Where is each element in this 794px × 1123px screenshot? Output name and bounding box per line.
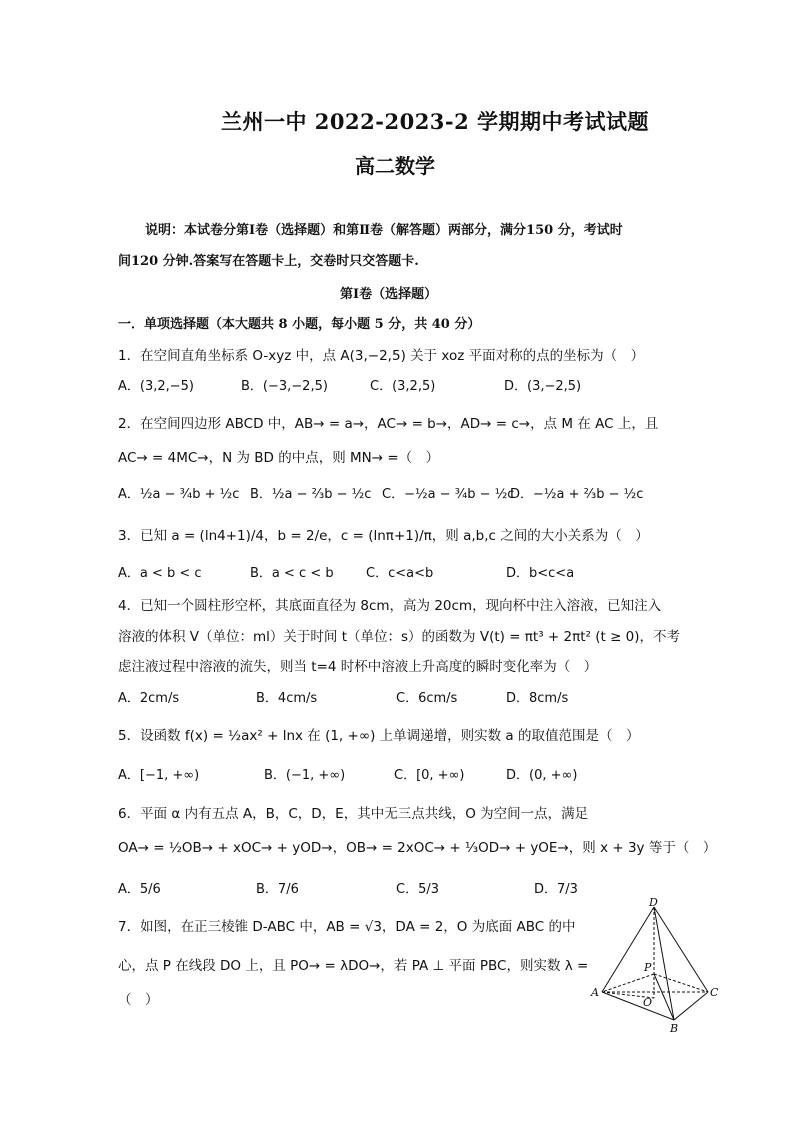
question-3-option-b: B．a < c < b bbox=[250, 566, 334, 581]
label-a: A bbox=[591, 986, 599, 999]
segment-pa-hidden bbox=[602, 974, 654, 992]
pyramid-figure bbox=[588, 898, 726, 1036]
question-5-option-d: D．(0, +∞) bbox=[506, 768, 578, 783]
question-1-option-c: C．(3,2,5) bbox=[370, 379, 436, 394]
edge-da bbox=[602, 907, 654, 992]
edge-dc bbox=[654, 907, 708, 992]
label-b: B bbox=[670, 1022, 679, 1035]
exam-title: 兰州一中 2022-2023-2 学期期中考试试题 bbox=[221, 109, 650, 134]
part-title: 第Ⅰ卷（选择题） bbox=[340, 287, 438, 302]
instructions-line-1: 说明：本试卷分第Ⅰ卷（选择题）和第Ⅱ卷（解答题）两部分，满分150 分，考试时 bbox=[145, 223, 623, 238]
question-3-option-d: D．b<c<a bbox=[506, 566, 575, 581]
question-2-option-c: C．−½a − ¾b − ½c bbox=[382, 487, 515, 502]
question-6-option-c: C．5/3 bbox=[396, 882, 439, 897]
question-4-stem-line-1: 4．已知一个圆柱形空杯，其底面直径为 8cm，高为 20cm，现向杯中注入溶液，已知注入 bbox=[118, 598, 662, 614]
question-2-stem-line-1: 2．在空间四边形 ABCD 中，AB→ = a→，AC→ = b→，AD→ = c→，点 M 在 AC 上，且 bbox=[118, 416, 659, 432]
instructions-line-2: 间120 分钟.答案写在答题卡上，交卷时只交答题卡. bbox=[118, 254, 419, 269]
question-5-stem: 5．设函数 f(x) = ½ax² + lnx 在 (1, +∞) 上单调递增，则实数 a 的取值范围是（ ） bbox=[118, 728, 640, 744]
question-1-stem: 1．在空间直角坐标系 O-xyz 中，点 A(3,−2,5) 关于 xoz 平面对称的点的坐标为（ ） bbox=[118, 348, 645, 364]
question-6-option-a: A．5/6 bbox=[118, 882, 161, 897]
question-2-option-d: D．−½a + ⅔b − ½c bbox=[510, 487, 644, 502]
question-4-stem-line-3: 虑注液过程中溶液的流失，则当 t=4 时杯中溶液上升高度的瞬时变化率为（ ） bbox=[118, 659, 598, 675]
question-1-option-a: A．(3,2,−5) bbox=[118, 379, 195, 394]
edge-db bbox=[654, 907, 674, 1020]
question-2-option-a: A．½a − ¾b + ½c bbox=[118, 487, 240, 502]
question-1-option-b: B．(−3,−2,5) bbox=[241, 379, 328, 394]
question-7-stem-line-1: 7．如图，在正三棱锥 D-ABC 中，AB = √3，DA = 2，O 为底面 ABC 的中 bbox=[118, 919, 576, 935]
section-title: 一．单项选择题（本大题共 8 小题，每小题 5 分，共 40 分） bbox=[118, 317, 481, 332]
question-3-stem: 3．已知 a = (ln4+1)/4，b = 2/e，c = (lnπ+1)/π，则 a,b,c 之间的大小关系为（ ） bbox=[118, 528, 649, 544]
segment-pc-hidden bbox=[654, 974, 708, 992]
question-4-stem-line-2: 溶液的体积 V（单位：ml）关于时间 t（单位：s）的函数为 V(t) = πt³ + 2πt² (t ≥ 0)，不考 bbox=[118, 629, 681, 645]
question-5-option-b: B．(−1, +∞) bbox=[264, 768, 346, 783]
question-6-option-d: D．7/3 bbox=[534, 882, 578, 897]
label-d: D bbox=[649, 898, 658, 909]
edge-bc bbox=[674, 992, 708, 1020]
label-o: O bbox=[643, 996, 653, 1009]
question-3-option-c: C．c<a<b bbox=[366, 566, 434, 581]
question-7-stem-line-3: （ ） bbox=[118, 992, 159, 1008]
question-4-option-d: D．8cm/s bbox=[506, 691, 569, 706]
question-6-option-b: B．7/6 bbox=[256, 882, 299, 897]
question-4-option-a: A．2cm/s bbox=[118, 691, 180, 706]
question-4-option-b: B．4cm/s bbox=[256, 691, 318, 706]
label-p: P bbox=[644, 961, 652, 974]
question-2-stem-line-2: AC→ = 4MC→，N 为 BD 的中点，则 MN→ =（ ） bbox=[118, 450, 440, 466]
label-c: C bbox=[710, 986, 719, 999]
question-5-option-c: C．[0, +∞) bbox=[394, 768, 465, 783]
question-1-option-d: D．(3,−2,5) bbox=[504, 379, 582, 394]
question-4-option-c: C．6cm/s bbox=[396, 691, 458, 706]
exam-subtitle: 高二数学 bbox=[355, 154, 435, 178]
question-6-stem-line-2: OA→ = ½OB→ + xOC→ + yOD→，OB→ = 2xOC→ + ⅓OD→ + yOE→，则 x + 3y 等于（ ） bbox=[118, 840, 717, 856]
question-3-option-a: A．a < b < c bbox=[118, 566, 202, 581]
question-7-stem-line-2: 心，点 P 在线段 DO 上，且 PO→ = λDO→，若 PA ⊥ 平面 PBC，则实数 λ = bbox=[118, 958, 589, 974]
question-6-stem-line-1: 6．平面 α 内有五点 A，B，C，D，E，其中无三点共线，O 为空间一点，满足 bbox=[118, 806, 589, 822]
question-2-option-b: B．½a − ⅔b − ½c bbox=[250, 487, 372, 502]
question-5-option-a: A．[−1, +∞) bbox=[118, 768, 200, 783]
